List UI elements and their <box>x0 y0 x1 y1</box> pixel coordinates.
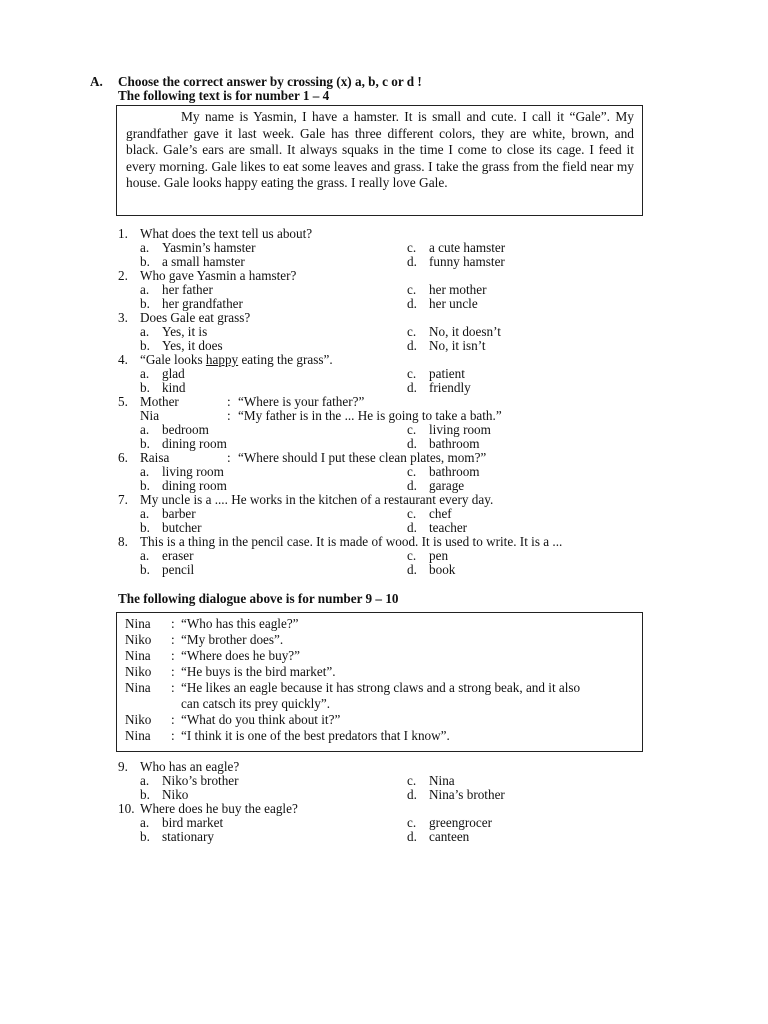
option-text: pen <box>429 548 449 563</box>
dialogue-line: “My brother does”. <box>181 632 284 647</box>
option-text: Yasmin’s hamster <box>162 240 256 255</box>
option-text: canteen <box>429 829 470 844</box>
option-letter: d. <box>407 562 417 577</box>
option-text: dining room <box>162 478 227 493</box>
underlined-word: happy <box>205 352 239 367</box>
option-letter: c. <box>407 464 417 479</box>
option-text: funny hamster <box>429 254 505 269</box>
option-text: Niko <box>162 787 189 802</box>
question-text-pre: “Gale looks <box>140 352 206 367</box>
option-letter: b. <box>140 254 150 269</box>
dialogue-line: “What do you think about it?” <box>181 712 341 727</box>
option-letter: a. <box>140 282 150 297</box>
option-c[interactable] <box>407 325 501 339</box>
option-text: a cute hamster <box>429 240 506 255</box>
dialogue-speaker: Nina <box>125 648 151 663</box>
option-a[interactable] <box>140 423 209 437</box>
option-letter: a. <box>140 773 150 788</box>
option-d[interactable] <box>407 381 471 395</box>
option-c[interactable] <box>407 367 465 381</box>
option-a[interactable] <box>140 465 224 479</box>
option-letter: c. <box>407 506 417 521</box>
option-text: dining room <box>162 436 227 451</box>
option-letter: c. <box>407 366 417 381</box>
question-text: This is a thing in the pencil case. It is made of wood. It is used to write. It is a ... <box>140 534 563 549</box>
option-text: butcher <box>162 520 202 535</box>
option-text: Niko’s brother <box>162 773 239 788</box>
dialogue-colon: : <box>171 664 175 679</box>
option-d[interactable] <box>407 339 486 353</box>
option-text: Nina <box>429 773 455 788</box>
question-number: 7. <box>118 492 128 507</box>
question-text: Does Gale eat grass? <box>140 310 251 325</box>
option-letter: b. <box>140 338 150 353</box>
question-text: My uncle is a .... He works in the kitchen of a restaurant every day. <box>140 492 494 507</box>
dialogue-colon: : <box>171 728 175 743</box>
option-letter: b. <box>140 478 150 493</box>
option-text: No, it doesn’t <box>429 324 501 339</box>
option-letter: c. <box>407 324 417 339</box>
dialogue-colon: : <box>227 408 231 423</box>
option-d[interactable] <box>407 297 478 311</box>
option-b[interactable] <box>140 437 227 451</box>
option-c[interactable] <box>407 549 448 563</box>
option-b[interactable] <box>140 788 188 802</box>
option-d[interactable] <box>407 521 467 535</box>
option-letter: d. <box>407 478 417 493</box>
option-c[interactable] <box>407 283 487 297</box>
option-a[interactable] <box>140 283 213 297</box>
option-letter: c. <box>407 548 417 563</box>
option-letter: d. <box>407 829 417 844</box>
option-text: a small hamster <box>162 254 245 269</box>
option-text: patient <box>429 366 465 381</box>
dialogue-speaker: Niko <box>125 632 152 647</box>
option-text: glad <box>162 366 185 381</box>
option-text: Yes, it does <box>162 338 223 353</box>
option-text: bathroom <box>429 464 480 479</box>
option-letter: b. <box>140 829 150 844</box>
option-letter: c. <box>407 282 417 297</box>
option-letter: d. <box>407 787 417 802</box>
dialogue-line: “Where is your father?” <box>238 394 365 409</box>
question-number: 4. <box>118 352 128 367</box>
option-letter: a. <box>140 506 150 521</box>
question-number: 3. <box>118 310 128 325</box>
dialogue-colon: : <box>171 680 175 695</box>
option-text: pencil <box>162 562 195 577</box>
option-d[interactable] <box>407 255 505 269</box>
dialogue-colon: : <box>227 450 231 465</box>
option-c[interactable] <box>407 507 452 521</box>
option-letter: a. <box>140 324 150 339</box>
option-letter: c. <box>407 422 417 437</box>
option-b[interactable] <box>140 339 223 353</box>
option-b[interactable] <box>140 479 227 493</box>
option-c[interactable] <box>407 774 455 788</box>
option-letter: d. <box>407 380 417 395</box>
option-d[interactable] <box>407 830 469 844</box>
option-a[interactable] <box>140 367 185 381</box>
option-text: greengrocer <box>429 815 492 830</box>
option-letter: c. <box>407 773 417 788</box>
dialogue-speaker: Nia <box>140 408 160 423</box>
dialogue-colon: : <box>171 712 175 727</box>
option-text: friendly <box>429 380 471 395</box>
option-d[interactable] <box>407 563 455 577</box>
option-text: No, it isn’t <box>429 338 486 353</box>
option-text: her grandfather <box>162 296 243 311</box>
option-letter: b. <box>140 380 150 395</box>
option-letter: a. <box>140 464 150 479</box>
question-text <box>140 353 333 367</box>
question-number: 10. <box>118 801 135 816</box>
option-letter: d. <box>407 296 417 311</box>
option-letter: b. <box>140 436 150 451</box>
dialogue-colon: : <box>227 394 231 409</box>
question-number: 9. <box>118 759 128 774</box>
dialogue-speaker: Nina <box>125 680 151 695</box>
dialogue-line: “My father is in the ... He is going to take a bath.” <box>238 408 502 423</box>
option-text: garage <box>429 478 465 493</box>
question-text: Who has an eagle? <box>140 759 240 774</box>
question-text-post: eating the grass”. <box>238 352 333 367</box>
option-letter: b. <box>140 520 150 535</box>
option-text: kind <box>162 380 186 395</box>
option-letter: b. <box>140 562 150 577</box>
option-d[interactable] <box>407 479 464 493</box>
option-b[interactable] <box>140 297 243 311</box>
dialogue-line: “He buys is the bird market”. <box>181 664 336 679</box>
section-instruction: Choose the correct answer by crossing (x) a, b, c or d ! <box>118 74 422 89</box>
option-letter: d. <box>407 338 417 353</box>
dialogue-colon: : <box>171 616 175 631</box>
option-letter: d. <box>407 436 417 451</box>
question-number: 5. <box>118 394 128 409</box>
option-text: bathroom <box>429 436 480 451</box>
question-number: 6. <box>118 450 128 465</box>
option-a[interactable] <box>140 816 223 830</box>
option-a[interactable] <box>140 507 196 521</box>
option-letter: a. <box>140 422 150 437</box>
dialogue-subheading: The following dialogue above is for number 9 – 10 <box>118 591 399 606</box>
option-c[interactable] <box>407 241 505 255</box>
option-letter: d. <box>407 520 417 535</box>
dialogue-line: “Where does he buy?” <box>181 648 300 663</box>
question-number: 8. <box>118 534 128 549</box>
dialogue-speaker: Nina <box>125 728 151 743</box>
option-a[interactable] <box>140 774 239 788</box>
option-text: living room <box>162 464 224 479</box>
option-c[interactable] <box>407 423 491 437</box>
option-text: bedroom <box>162 422 209 437</box>
passage-subheading: The following text is for number 1 – 4 <box>118 88 330 103</box>
option-text: bird market <box>162 815 224 830</box>
dialogue-line-continued: can catsch its prey quickly”. <box>181 696 331 711</box>
option-text: barber <box>162 506 196 521</box>
option-letter: b. <box>140 296 150 311</box>
reading-passage-text: My name is Yasmin, I have a hamster. It is small and cute. I call it “Gale”. My grandfather gave it last week. Gale has three different colors, they are white, brown, and black. Gale’s ears are small. It always squaks in the time I come to close its cage. I feed it every morning. Gale likes to eat some leaves and grass. I take the grass from the field near my house. Gale looks happy eating the grass. I really love Gale. <box>126 109 634 190</box>
reading-passage-box <box>116 105 643 216</box>
option-text: her uncle <box>429 296 478 311</box>
dialogue-speaker: Niko <box>125 664 152 679</box>
option-d[interactable] <box>407 788 505 802</box>
option-a[interactable] <box>140 241 256 255</box>
option-text: book <box>429 562 456 577</box>
option-a[interactable] <box>140 549 193 563</box>
option-text: teacher <box>429 520 468 535</box>
dialogue-speaker: Mother <box>140 394 179 409</box>
option-letter: c. <box>407 240 417 255</box>
dialogue-speaker: Raisa <box>140 450 170 465</box>
dialogue-line: “Where should I put these clean plates, mom?” <box>238 450 487 465</box>
dialogue-colon: : <box>171 648 175 663</box>
dialogue-line: “He likes an eagle because it has strong claws and a strong beak, and it also <box>181 680 581 695</box>
question-text: Who gave Yasmin a hamster? <box>140 268 297 283</box>
option-letter: b. <box>140 787 150 802</box>
option-text: stationary <box>162 829 215 844</box>
option-letter: a. <box>140 240 150 255</box>
option-letter: a. <box>140 366 150 381</box>
dialogue-colon: : <box>171 632 175 647</box>
question-number: 2. <box>118 268 128 283</box>
option-text: Nina’s brother <box>429 787 505 802</box>
option-b[interactable] <box>140 521 202 535</box>
question-text: Where does he buy the eagle? <box>140 801 298 816</box>
dialogue-speaker: Nina <box>125 616 151 631</box>
option-text: her mother <box>429 282 487 297</box>
option-b[interactable] <box>140 381 185 395</box>
option-text: her father <box>162 282 213 297</box>
dialogue-line: “Who has this eagle?” <box>181 616 299 631</box>
option-c[interactable] <box>407 816 492 830</box>
option-b[interactable] <box>140 255 245 269</box>
option-c[interactable] <box>407 465 480 479</box>
option-text: chef <box>429 506 452 521</box>
dialogue-speaker: Niko <box>125 712 152 727</box>
option-letter: d. <box>407 254 417 269</box>
question-text: What does the text tell us about? <box>140 226 313 241</box>
option-a[interactable] <box>140 325 207 339</box>
option-letter: a. <box>140 815 150 830</box>
dialogue-box <box>116 612 643 752</box>
option-text: eraser <box>162 548 194 563</box>
option-letter: c. <box>407 815 417 830</box>
dialogue-line: “I think it is one of the best predators that I know”. <box>181 728 450 743</box>
option-b[interactable] <box>140 563 194 577</box>
option-text: living room <box>429 422 491 437</box>
option-b[interactable] <box>140 830 214 844</box>
option-text: Yes, it is <box>162 324 208 339</box>
option-letter: a. <box>140 548 150 563</box>
option-d[interactable] <box>407 437 480 451</box>
question-number: 1. <box>118 226 128 241</box>
section-letter: A. <box>90 74 103 89</box>
